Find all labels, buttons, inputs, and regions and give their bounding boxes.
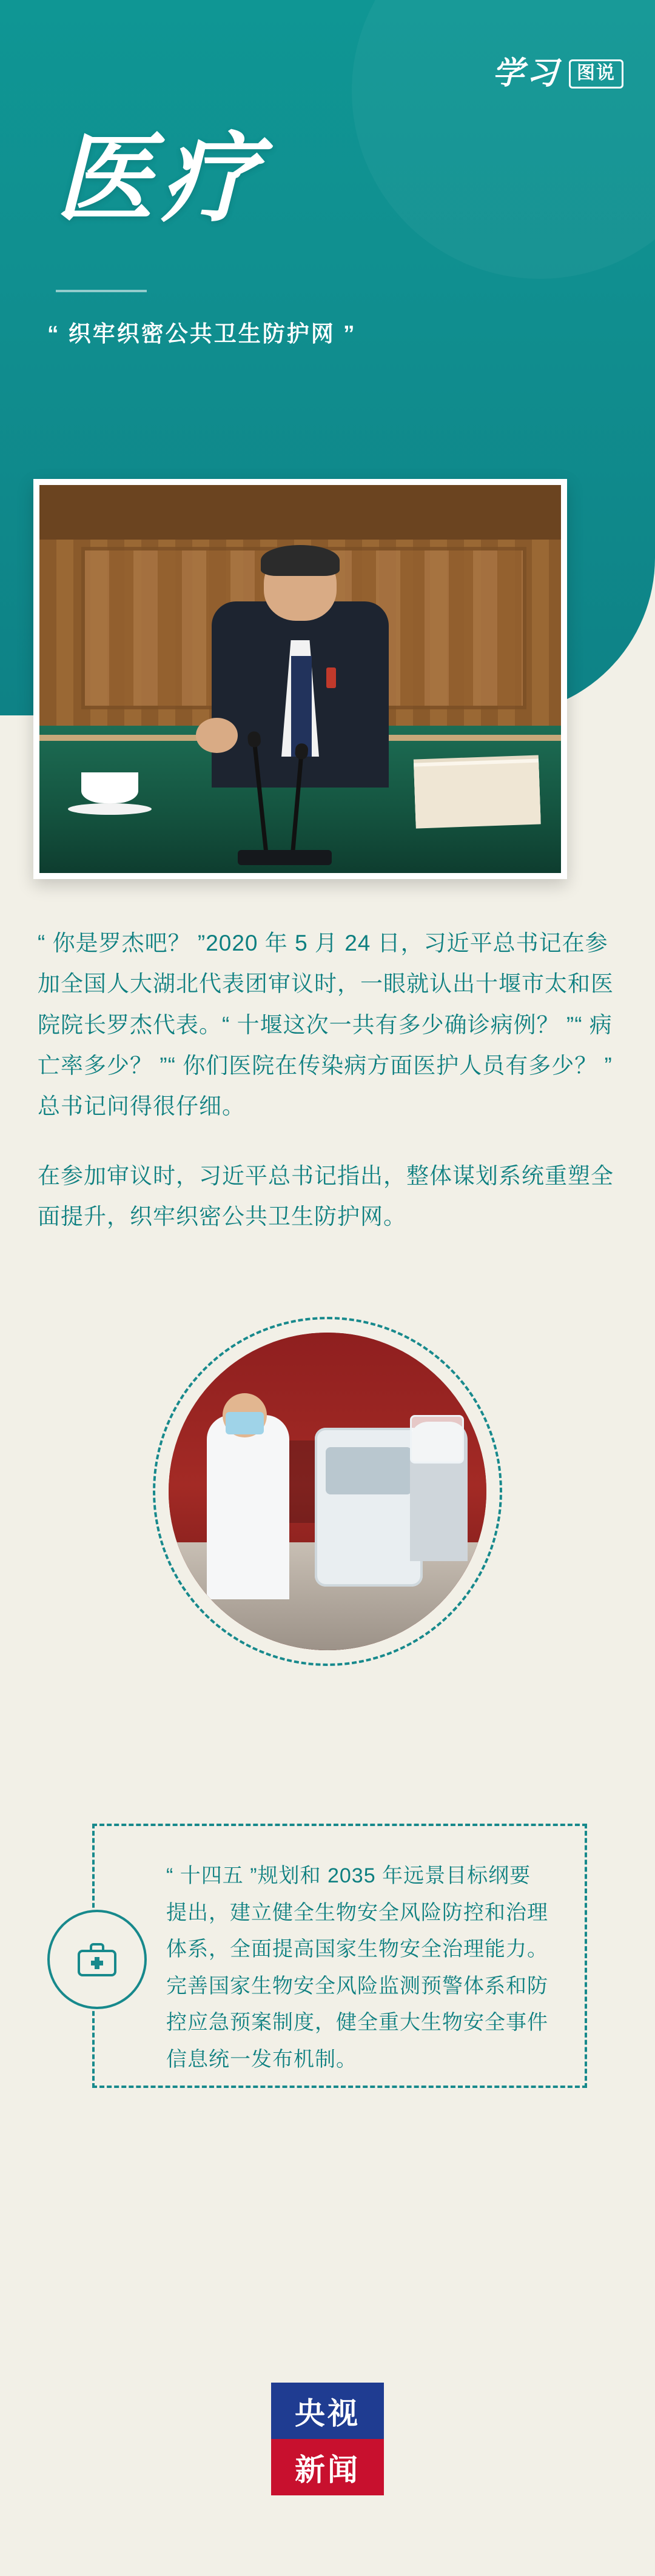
- circular-photo-screening-machine: [315, 1428, 423, 1587]
- circular-photo-medical-worker: [207, 1415, 289, 1599]
- footer-logo: [271, 2383, 384, 2495]
- header-decor-circle: [352, 0, 655, 279]
- circular-photo-face-shield: [410, 1415, 465, 1463]
- circular-photo-face-mask: [226, 1412, 264, 1434]
- hero-photo-person-hand: [196, 718, 238, 753]
- page-subtitle: “ 织牢织密公共卫生防护网 ”: [47, 321, 357, 346]
- policy-quote-box: [92, 1824, 587, 2088]
- brand-main-text: 学习: [492, 56, 560, 91]
- hero-photo-person-hair: [261, 545, 340, 576]
- hero-photo-microphone-base: [238, 850, 332, 866]
- page-title: 医疗: [56, 125, 267, 233]
- hero-photo-delegate-badge: [326, 667, 336, 688]
- title-divider: [56, 290, 147, 292]
- hero-photo-teacup: [81, 772, 139, 803]
- footer-logo-top-text: 央视: [271, 2383, 384, 2439]
- body-paragraph-1: “ 你是罗杰吧？ ”2020 年 5 月 24 日，习近平总书记在参加全国人大湖北代表团审议时，一眼就认出十堰市太和医院院长罗杰代表。“ 十堰这次一共有多少确诊病例？ ”“ 病亡率多少？ ”“ 你们医院在传染病方面医护人员有多少？ ” 总书记问得很仔细。: [38, 931, 614, 1119]
- hero-photo-person-tie: [291, 656, 312, 757]
- footer-logo-bottom-text: 新闻: [271, 2439, 384, 2495]
- circular-photo: [153, 1317, 502, 1666]
- brand-logo: [492, 58, 623, 90]
- body-paragraph-2: 在参加审议时，习近平总书记指出，整体谋划系统重塑全面提升，织牢织密公共卫生防护网。: [38, 1163, 614, 1229]
- circular-photo-image: [169, 1333, 486, 1650]
- hero-photo-background-top: [39, 485, 561, 540]
- hero-photo-saucer: [68, 803, 152, 815]
- brand-box-text: 图说: [569, 59, 623, 89]
- policy-quote-text: “ 十四五 ”规划和 2035 年远景目标纲要提出，建立健全生物安全风险防控和治理体系，全面提高国家生物安全治理能力。完善国家生物安全风险监测预警体系和防控应急预案制度，健全重大生物安全事件信息统一发布机制。: [166, 1864, 548, 2071]
- hero-photo-documents: [414, 762, 541, 829]
- medical-kit-icon: [47, 1910, 147, 2009]
- hero-photo: [33, 479, 567, 879]
- circular-photo-machine-screen: [326, 1447, 412, 1495]
